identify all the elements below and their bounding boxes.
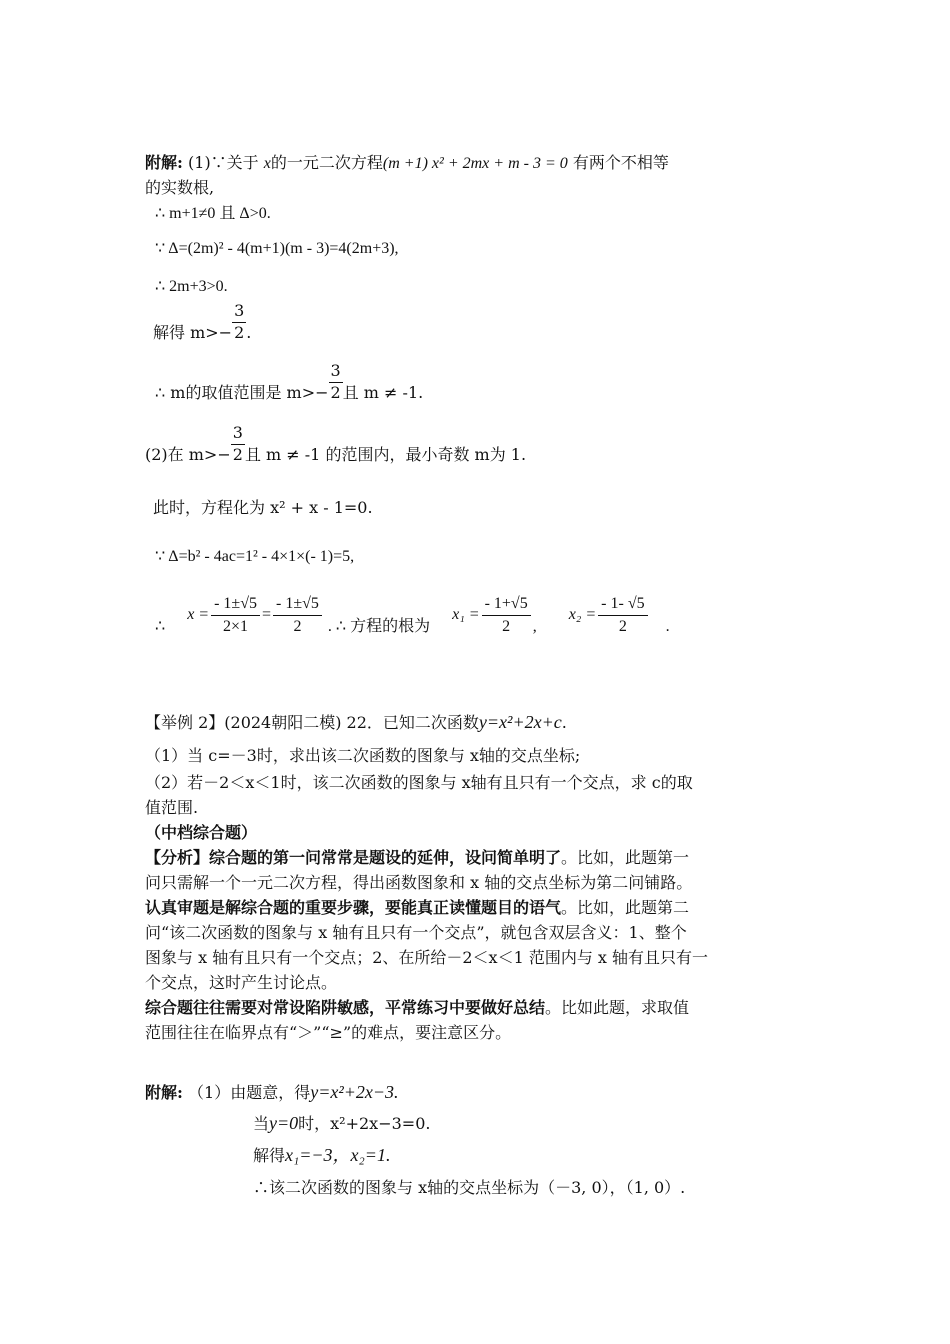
solution-1-line-10: ∵ Δ=b² - 4ac=1² - 4×1×(- 1)=5,	[155, 548, 355, 565]
example-2-question-2: （2）若－2＜x＜1时，该二次函数的图象与 x轴有且只有一个交点，求 c的取	[145, 773, 693, 792]
analysis-line-7: 综合题往往需要对常设陷阱敏感，平常练习中要做好总结。比如此题，求取值	[145, 998, 690, 1017]
solution-1-line-9: 此时，方程化为 x² + x - 1=0.	[153, 498, 373, 517]
solution-2-line-4: ∴该二次函数的图象与 x轴的交点坐标为（－3, 0），（1, 0）.	[253, 1178, 686, 1197]
analysis-line-1: 【分析】综合题的第一问常常是题设的延伸，设问简单明了。比如，此题第一	[145, 848, 690, 867]
solution-1-line-4: ∵ Δ=(2m)² - 4(m+1)(m - 3)=4(2m+3),	[155, 240, 399, 257]
analysis-line-4: 问“该二次函数的图象与 x 轴有且只有一个交点”，就包含双层含义：1、整个	[145, 923, 687, 942]
fraction-3-2: $\frac{3}{2}$	[234, 301, 245, 342]
fraction-root-2: $\frac{- 1- √5}{2}$	[598, 593, 647, 638]
analysis-line-6: 个交点，这时产生讨论点。	[145, 973, 338, 992]
fraction-root-1: $\frac{- 1+√5}{2}$	[482, 593, 531, 638]
solution-label: 附解:	[145, 153, 183, 172]
solution-1-line-11: ∴ x = $\frac{- 1\pm√5}{2\times 1}$ = $\frac{- 1\pm√5}{2}$ . ∴ 方程的根为 x₁ = $\frac{- 1+√5}{2}$ , x₂ = $\frac{- 1- √5}{2}$ .	[155, 593, 670, 638]
solution-2-line-3: 解得x₁=−3，x₂=1.	[253, 1145, 391, 1165]
solution-1-line-2: 的实数根,	[145, 178, 215, 197]
analysis-line-2: 问只需解一个一元二次方程，得出函数图象和 x 轴的交点坐标为第二问铺路。	[145, 873, 693, 892]
analysis-line-5: 图象与 x 轴有且只有一个交点；2、在所给－2＜x＜1 范围内与 x 轴有且只有一	[145, 948, 709, 967]
solution-1-line-3: ∴ m+1≠0 且 Δ>0.	[155, 205, 271, 222]
analysis-line-3: 认真审题是解综合题的重要步骤，要能真正读懂题目的语气。比如，此题第二	[145, 898, 690, 917]
fraction-quadratic-formula: $\frac{- 1\pm√5}{2\times 1}$	[211, 593, 260, 638]
solution-1-line-8: (2)在 m>− $\frac{3}{2}$ 且 m ≠ -1 的范围内，最小奇数 m为 1.	[145, 423, 527, 464]
solution-1-line-7: ∴ m的取值范围是 m>− $\frac{3}{2}$ 且 m ≠ -1.	[155, 361, 424, 402]
fraction-3-2: $\frac{3}{2}$	[232, 423, 243, 464]
solution-2-line-1: 附解: （1）由题意，得y=x²+2x−3.	[145, 1082, 399, 1102]
fraction-simplified-root: $\frac{- 1\pm√5}{2}$	[273, 593, 322, 638]
example-2-question-2-cont: 值范围.	[145, 798, 199, 817]
analysis-line-8: 范围往往在临界点有“＞”“≥”的难点，要注意区分。	[145, 1023, 512, 1042]
solution-1-line-1: 附解: (1)∵关于 x的一元二次方程(m +1) x² + 2mx + m - 3 = 0 有两个不相等	[145, 153, 669, 172]
solution-1-line-5: ∴ 2m+3>0.	[155, 278, 228, 295]
example-2-title: 【举例 2】(2024朝阳二模) 22．已知二次函数y=x²+2x+c.	[145, 712, 567, 732]
difficulty-label: （中档综合题）	[145, 823, 258, 842]
example-2-question-1: （1）当 c=－3时，求出该二次函数的图象与 x轴的交点坐标;	[145, 746, 581, 765]
fraction-3-2: $\frac{3}{2}$	[330, 361, 341, 402]
solution-2-line-2: 当y=0时，x²+2x−3=0.	[253, 1113, 431, 1133]
solution-1-line-6: 解得 m>− $\frac{3}{2}$ .	[153, 301, 252, 342]
